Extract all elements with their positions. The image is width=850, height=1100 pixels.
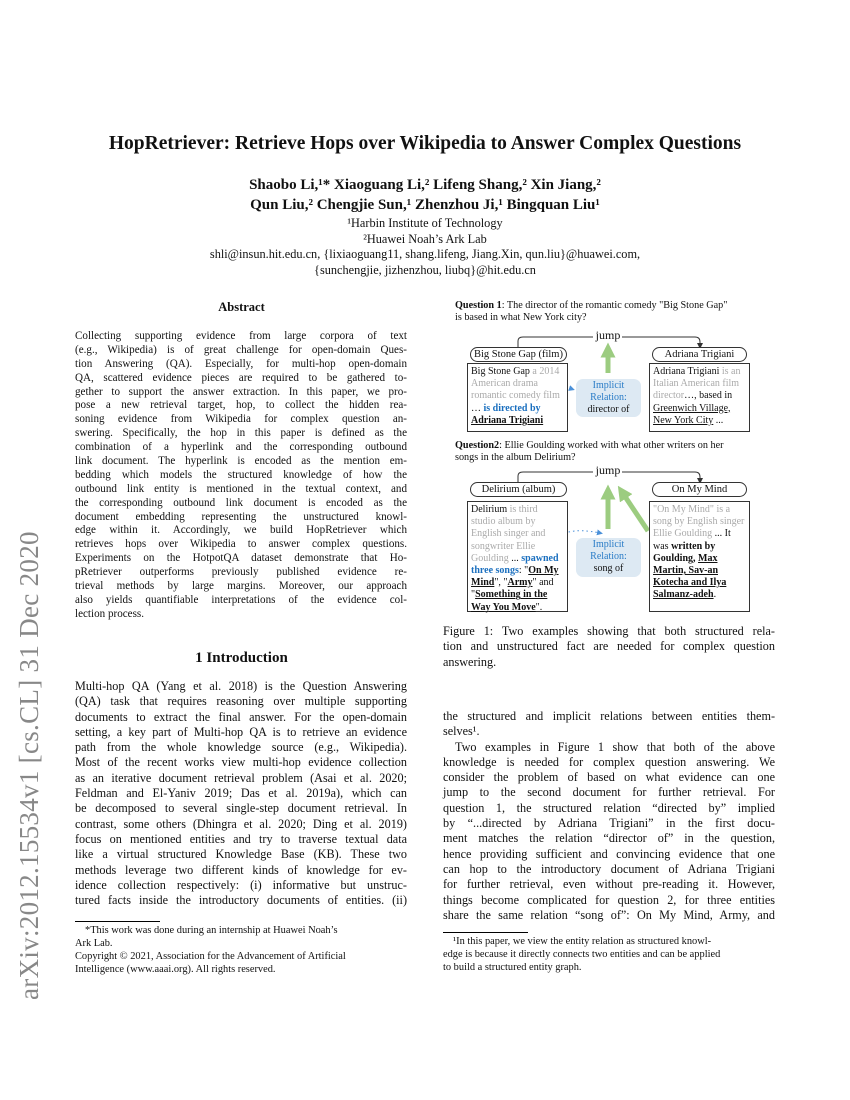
caption-line: tion and unstructured fact are needed for complex question [443,639,775,654]
question-text: : Ellie Goulding worked with what other writers on her [499,440,724,451]
text-line: retrieves hops over Wikipedia to answer complex questions. [75,538,407,551]
affiliation: ¹Harbin Institute of Technology [347,216,503,230]
text-line: Feldman and El-Yaniv 2019; Das et al. 2019a), which can [75,786,407,801]
doc-highlight: spawned three songs [471,552,559,577]
doc-link: Adriana Trigiani [471,414,544,426]
text-line: Collecting supporting evidence from large corpora of text [75,330,407,342]
relation-value: director of [587,404,630,416]
text-line: share the same relation “song of”: On My Mind, Army, and [443,907,775,922]
doc-text: " and " [471,577,554,601]
text-line: selves¹. [443,724,480,739]
document-box [649,501,750,612]
doc-text: . [713,589,717,601]
caption-line: Figure 1: Two examples showing that both structured rela- [443,624,775,638]
question-label: Question2 [455,440,500,451]
question-text: is based in what New York city? [455,312,587,324]
entity-pill: On My Mind [652,482,747,497]
text-line: idence collection respectively: (i) informative but unstruc- [75,877,407,892]
text-line: Two examples in Figure 1 show that both of the above [455,739,775,754]
footnote: to build a structured entity graph. [443,962,582,973]
text-line: the corresponding outbound link document is encoded as the [75,496,407,509]
copyright: Copyright © 2021, Association for the Advancement of Artificial [75,951,346,962]
arxiv-identifier: arXiv:2012.15534v1 [cs.CL] 31 Dec 2020 [14,531,44,1000]
doc-text: ". [535,601,543,613]
doc-text: Big Stone Gap [471,366,530,377]
text-line: things become complicated for question 2, for three entities [443,892,775,907]
text-line: for further retrieval, even without pre-reading it. However, [443,877,775,892]
text-line: documents to extract the final answer. For the open-domain [75,709,407,724]
document-box [467,363,568,432]
text-line: outbound link entity is mentioned in the textual context, and [75,482,407,495]
text-line: as an iterative document retrieval problem (Asai et al. 2020; [75,770,407,785]
text-line: soning evidence from Wikipedia for complex question an- [75,413,407,426]
question-1 [455,300,785,324]
footnote: edge is because it directly connects two entities and can be applied [443,949,721,960]
question-text: songs in the album Delirium? [455,452,576,464]
text-line: tured facts inside the introductory documents of entities. (ii) [75,893,407,908]
text-line: combination of a hyperlink and the corresponding outbound [75,441,407,454]
doc-text: is third studio album by English singer and songwriter Ellie Goulding [471,504,546,564]
text-line: bedding which models the structured knowledge of how the [75,468,407,481]
text-line: contrast, some others (Dhingra et al. 2020; Ding et al. 2019) [75,816,407,831]
implicit-relation-label: Implicit Relation: [590,380,627,404]
text-line: Most of the recent works view multi-hop evidence collection [75,755,407,770]
green-arrow-3 [622,492,648,531]
doc-text: …, based in [684,390,733,402]
document-box [649,363,750,432]
doc-text: : " [518,565,529,577]
footnote: Ark Lab. [75,938,113,949]
text-line: methods leverage two different kinds of knowledge for ev- [75,862,407,877]
doc-text: a 2014 American drama romantic comedy film [471,366,560,402]
text-line: (QA) task that requires reasoning over multiple supporting [75,694,407,709]
text-line: the structured and implicit relations between entities them- [443,709,775,723]
right-column-body [443,709,775,923]
footnote: ¹In this paper, we view the entity relation as structured knowl- [453,936,712,947]
text-line: edge within it. Accordingly, we build HopRetriever which [75,524,407,537]
text-line: gether to support the answer extraction. In this paper, we pro- [75,385,407,398]
text-line: also yields quantifiable interpretations of the evidence col- [75,593,407,606]
authors-line: Qun Liu,² Chengjie Sun,¹ Zhenzhou Ji,¹ Bingquan Liu¹ [250,197,600,213]
entity-pill: Adriana Trigiani [652,347,747,362]
text-line: can hop to the introductory document of Adriana Trigiani [443,861,775,876]
text-line: Multi-hop QA (Yang et al. 2018) is the Question Answering [75,679,407,693]
doc-link: Something in the Way You Move [471,589,548,613]
text-line: be decomposed to several single-step document retrieval. In [75,801,407,816]
text-line: path from the whole knowledge source (e.g., Wikipedia). [75,740,407,755]
doc-text: is an Italian American film director [653,366,741,402]
doc-text: ... [713,414,724,426]
implicit-relation-box [576,379,641,417]
text-line: jump to the second document for further retrieval. For [443,785,775,800]
affiliation: ²Huawei Noah’s Ark Lab [363,231,487,246]
text-line: pRetriever outperforms previously published evidence re- [75,566,407,579]
doc-text: Adriana Trigiani [653,366,720,377]
text-line: Experiments on the HotpotQA dataset demonstrate that Ho- [75,552,407,565]
relation-value: song of [593,563,624,575]
caption-line: answering. [443,654,497,669]
entity-pill: Delirium (album) [470,482,567,497]
footnote-right [443,935,720,974]
doc-text: Delirium [471,504,508,515]
doc-link: Max Martin, Sav-an Kotecha and Ilya Salmanz-adeh [653,552,727,601]
text-line: lection process. [75,607,145,620]
doc-text: is a song by English singer Ellie Goulding [653,504,745,540]
question-label: Question 1 [455,300,502,311]
figure-caption [443,624,775,670]
doc-highlight: is directed by [483,402,541,414]
text-line: (e.g., Wikipedia) is of great challenge for open-domain Ques- [75,343,407,356]
emails: shli@insun.hit.edu.cn, {lixiaoguang11, shang.lifeng, Jiang.Xin, qun.liu}@huawei.com, [209,247,641,261]
text-line: trieval methods by large margins. Moreover, our approach [75,580,407,593]
entity-pill: Big Stone Gap (film) [470,347,567,362]
implicit-relation-label: Implicit Relation: [590,539,627,563]
implicit-relation-box [576,538,641,577]
text-line: tion Answering (QA). Especially, for multi-hop open-domain [75,357,407,370]
doc-text: "On My Mind" [653,504,714,515]
doc-link: On My Mind [471,565,559,589]
jump-label: jump [595,463,621,477]
section-heading-introduction: 1 Introduction [195,650,288,666]
text-line: knowledge is needed for complex question answering. We [443,754,775,769]
text-line: question 1, the structured relation “directed by” implied [443,800,775,815]
text-line: QA, scattered evidence pieces are required to be gathered to- [75,371,407,384]
document-box [467,501,568,612]
text-line: by “...directed by Adriana Trigiani” in the first docu- [443,816,775,831]
question-text: : The director of the romantic comedy "Big Stone Gap" [501,300,728,311]
text-line: swering. Specifically, the hop in this paper is defined as the [75,427,407,440]
doc-link: Greenwich Village, New York City [653,402,731,426]
doc-text: ... [508,552,522,564]
text-line: document embedding representing the unstructured knowl- [75,510,407,523]
text-line: like a virtual structured Knowledge Base (KB). These two [75,847,407,862]
text-line: focus on mentioned entities and try to traverse textual data [75,831,407,846]
text-line: ment matches the relation “director of” in the question, [443,831,775,846]
footnote-rule [443,932,528,933]
footnote: *This work was done during an internship at Huawei Noah’s [85,925,338,936]
emails: {sunchengjie, jizhenzhou, liubq}@hit.edu.cn [314,262,536,277]
copyright: Intelligence (www.aaai.org). All rights reserved. [75,964,276,975]
paper-title: HopRetriever: Retrieve Hops over Wikipedia to Answer Complex Questions [108,133,742,154]
authors-line: Shaobo Li,¹* Xiaoguang Li,² Lifeng Shang,² Xin Jiang,² [249,177,601,193]
text-line: link document. The hyperlink is encoded as the mention em- [75,455,407,468]
doc-text: … [471,402,484,414]
question-2 [455,440,785,464]
text-line: hence providing sufficient and convincing evidence that one [443,846,775,861]
abstract-heading: Abstract [218,300,265,314]
doc-link: Army [507,577,533,589]
jump-label: jump [595,328,621,342]
doc-text: ", " [494,577,508,589]
doc-text: written by Goulding, [653,540,716,564]
text-line: pose a new retrieval target, hop, to collect the hidden rea- [75,399,407,412]
text-line: setting, a key part of Multi-hop QA is to retrieve an evidence [75,724,407,739]
doc-text: ... It was [653,528,731,552]
text-line: consider the problem of based on what evidence can one [443,770,775,785]
